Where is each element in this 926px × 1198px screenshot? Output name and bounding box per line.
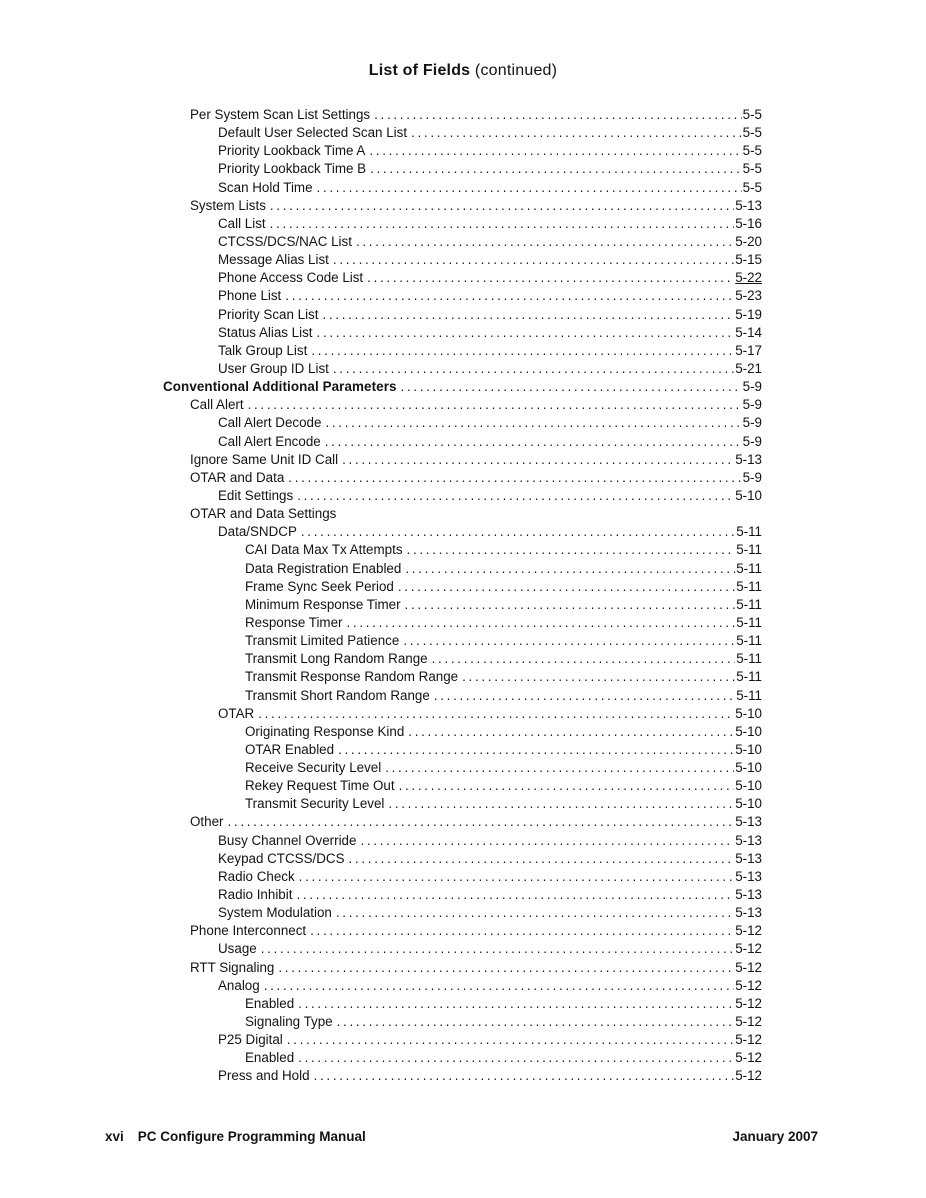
- toc-dot-leader: [405, 596, 736, 614]
- toc-row: [163, 433, 762, 451]
- toc-dot-leader: [434, 687, 735, 705]
- toc-dot-leader: [270, 197, 734, 215]
- toc-row: [163, 287, 762, 305]
- toc-row: [163, 940, 762, 958]
- toc-entry-page: 5-22: [735, 270, 762, 286]
- toc-dot-leader: [462, 668, 735, 686]
- toc-entry-label: OTAR Enabled: [245, 741, 335, 757]
- toc-entry-label: OTAR and Data: [190, 469, 285, 485]
- toc-dot-leader: [349, 850, 735, 868]
- toc-dot-leader: [342, 451, 734, 469]
- toc-entry-page: 5-12: [735, 1068, 762, 1084]
- toc-entry-page: 5-10: [735, 705, 762, 721]
- toc-dot-leader: [403, 632, 735, 650]
- toc-entry-page: 5-10: [735, 778, 762, 794]
- toc-entry-page: 5-11: [736, 560, 762, 576]
- toc-dot-leader: [367, 269, 734, 287]
- toc-entry-page: 5-5: [742, 125, 762, 141]
- toc-entry-page: 5-10: [735, 487, 762, 503]
- toc-row: [163, 142, 762, 160]
- toc-entry-label: Phone Interconnect: [190, 923, 307, 939]
- toc-entry-page: 5-12: [735, 923, 762, 939]
- toc-entry-page: 5-11: [736, 633, 762, 649]
- toc-row: [163, 414, 762, 432]
- toc-entry-page: 5-12: [735, 959, 762, 975]
- toc-entry-page: 5-11: [736, 578, 762, 594]
- toc-row: [163, 469, 762, 487]
- toc-row: [163, 396, 762, 414]
- footer-manual-title: PC Configure Programming Manual: [137, 1129, 366, 1144]
- toc-dot-leader: [325, 433, 742, 451]
- toc-entry-label: Signaling Type: [245, 1014, 333, 1030]
- toc-entry-page: 5-11: [736, 524, 762, 540]
- toc-dot-leader: [278, 959, 734, 977]
- toc-entry-label: Data Registration Enabled: [245, 560, 402, 576]
- toc-row: [163, 741, 762, 759]
- toc-entry-label: Call Alert: [190, 397, 244, 413]
- footer-date: January 2007: [732, 1129, 818, 1144]
- page-footer: [105, 1129, 818, 1144]
- toc-row: [163, 777, 762, 795]
- toc-entry-label: Edit Settings: [218, 487, 294, 503]
- footer-left: [105, 1129, 366, 1144]
- toc-row: [163, 1067, 762, 1085]
- toc-entry-label: Radio Check: [218, 868, 295, 884]
- toc-dot-leader: [248, 396, 742, 414]
- toc-dot-leader: [405, 560, 735, 578]
- toc-entry-page: 5-9: [742, 469, 762, 485]
- toc-dot-leader: [287, 1031, 734, 1049]
- toc-entry-page: 5-5: [742, 107, 762, 122]
- toc-entry-page: 5-16: [735, 215, 762, 231]
- toc-dot-leader: [311, 342, 734, 360]
- toc-entry-label: Enabled: [245, 995, 295, 1011]
- toc-entry-label: Minimum Response Timer: [245, 596, 401, 612]
- toc-entry-page: 5-12: [735, 977, 762, 993]
- toc-entry-label: Priority Scan List: [218, 306, 319, 322]
- toc-entry-label: Keypad CTCSS/DCS: [218, 850, 345, 866]
- toc-entry-page: 5-10: [735, 723, 762, 739]
- toc-entry-label: Transmit Limited Patience: [245, 633, 400, 649]
- toc-row: [163, 505, 762, 523]
- toc-entry-label: Originating Response Kind: [245, 723, 405, 739]
- toc-row: [163, 668, 762, 686]
- toc-entry-label: Transmit Security Level: [245, 796, 385, 812]
- toc-entry-label: Priority Lookback Time A: [218, 143, 366, 159]
- toc-entry-label: Enabled: [245, 1050, 295, 1066]
- toc-dot-leader: [411, 124, 742, 142]
- toc-dot-leader: [228, 813, 735, 831]
- toc-entry-page: 5-9: [742, 397, 762, 413]
- toc-row: [163, 795, 762, 813]
- toc-dot-leader: [314, 1067, 735, 1085]
- toc-row: [163, 179, 762, 197]
- toc-entry-page: 5-13: [735, 814, 762, 830]
- toc-entry-label: Default User Selected Scan List: [218, 125, 408, 141]
- toc-row: [163, 723, 762, 741]
- toc-dot-leader: [333, 251, 734, 269]
- toc-row: [163, 959, 762, 977]
- toc-entry-label: Conventional Additional Parameters: [163, 379, 397, 395]
- toc-entry-label: Per System Scan List Settings: [190, 107, 371, 122]
- toc-entry-label: User Group ID List: [218, 360, 329, 376]
- toc-dot-leader: [356, 233, 734, 251]
- toc-row: [163, 596, 762, 614]
- toc-row: [163, 541, 762, 559]
- toc-dot-leader: [337, 1013, 735, 1031]
- toc-entry-page: 5-11: [736, 542, 762, 558]
- toc-dot-leader: [432, 650, 736, 668]
- toc-entry-page: 5-5: [742, 161, 762, 177]
- toc-entry-label: OTAR and Data Settings: [190, 506, 337, 522]
- toc-entry-page: 5-12: [735, 1014, 762, 1030]
- toc-entry-page: 5-9: [742, 433, 762, 449]
- toc-entry-label: Press and Hold: [218, 1068, 310, 1084]
- toc-entry-label: P25 Digital: [218, 1032, 283, 1048]
- toc-entry-page: 5-14: [735, 324, 762, 340]
- toc-dot-leader: [317, 324, 735, 342]
- toc-dot-leader: [370, 160, 742, 178]
- toc-row: [163, 160, 762, 178]
- toc-entry-label: Call Alert Encode: [218, 433, 321, 449]
- toc-dot-leader: [310, 922, 734, 940]
- toc-entry-page: 5-9: [742, 415, 762, 431]
- toc-entry-page: 5-12: [735, 941, 762, 957]
- toc-dot-leader: [297, 487, 734, 505]
- toc-row: [163, 560, 762, 578]
- toc-row: [163, 977, 762, 995]
- toc-list: [163, 106, 762, 1086]
- toc-row: [163, 1049, 762, 1067]
- toc-entry-label: Frame Sync Seek Period: [245, 578, 394, 594]
- page-title-main: List of Fields: [368, 62, 471, 79]
- toc-row: [163, 650, 762, 668]
- toc-row: [163, 269, 762, 287]
- toc-entry-label: Analog: [218, 977, 260, 993]
- toc-row: [163, 578, 762, 596]
- toc-row: [163, 759, 762, 777]
- toc-entry-page: 5-20: [735, 233, 762, 249]
- toc-row: [163, 523, 762, 541]
- toc-entry-page: 5-13: [735, 197, 762, 213]
- toc-entry-label: System Lists: [190, 197, 266, 213]
- toc-entry-label: Transmit Long Random Range: [245, 651, 428, 667]
- toc-dot-leader: [333, 360, 734, 378]
- toc-row: [163, 451, 762, 469]
- toc-entry-label: Radio Inhibit: [218, 887, 293, 903]
- toc-dot-leader: [264, 977, 734, 995]
- toc-entry-page: 5-23: [735, 288, 762, 304]
- toc-entry-label: Rekey Request Time Out: [245, 778, 395, 794]
- toc-entry-label: Priority Lookback Time B: [218, 161, 367, 177]
- toc-row: [163, 324, 762, 342]
- toc-dot-leader: [388, 795, 734, 813]
- toc-row: [163, 233, 762, 251]
- toc-dot-leader: [338, 741, 734, 759]
- toc-entry-page: 5-5: [742, 143, 762, 159]
- toc-entry-label: Receive Security Level: [245, 760, 382, 776]
- toc-dot-leader: [401, 378, 742, 396]
- toc-dot-leader: [296, 886, 734, 904]
- toc-row: [163, 342, 762, 360]
- toc-entry-label: Usage: [218, 941, 257, 957]
- toc-entry-label: Scan Hold Time: [218, 179, 313, 195]
- toc-entry-label: Transmit Short Random Range: [245, 687, 430, 703]
- toc-row: [163, 632, 762, 650]
- toc-entry-page: 5-11: [736, 596, 762, 612]
- toc-entry-page: 5-12: [735, 1032, 762, 1048]
- toc-dot-leader: [360, 832, 734, 850]
- toc-entry-page: 5-13: [735, 887, 762, 903]
- toc-entry-page: 5-10: [735, 741, 762, 757]
- toc-dot-leader: [399, 777, 735, 795]
- toc-entry-page: 5-13: [735, 832, 762, 848]
- toc-dot-leader: [298, 995, 734, 1013]
- toc-entry-label: Busy Channel Override: [218, 832, 357, 848]
- toc-entry-page: 5-9: [742, 379, 762, 395]
- toc-entry-page: 5-11: [736, 669, 762, 685]
- page-title-suffix: (continued): [470, 62, 558, 79]
- toc-entry-page: 5-12: [735, 1050, 762, 1066]
- toc-dot-leader: [299, 868, 735, 886]
- toc-row: [163, 1013, 762, 1031]
- toc-entry-label: Data/SNDCP: [218, 524, 297, 540]
- toc-row: [163, 251, 762, 269]
- page-title: [0, 62, 926, 80]
- toc-dot-leader: [298, 1049, 734, 1067]
- toc-dot-leader: [385, 759, 734, 777]
- toc-dot-leader: [408, 723, 734, 741]
- toc-entry-label: System Modulation: [218, 905, 332, 921]
- toc-entry-page: 5-10: [735, 796, 762, 812]
- toc-dot-leader: [347, 614, 736, 632]
- toc-dot-leader: [258, 705, 734, 723]
- toc-entry-page: 5-5: [742, 179, 762, 195]
- toc-entry-label: Message Alias List: [218, 252, 329, 268]
- toc-dot-leader: [301, 523, 735, 541]
- toc-entry-page: 5-12: [735, 995, 762, 1011]
- toc-row: [163, 1031, 762, 1049]
- toc-dot-leader: [322, 306, 734, 324]
- toc-row: [163, 705, 762, 723]
- toc-entry-page: 5-13: [735, 905, 762, 921]
- toc-row: [163, 614, 762, 632]
- toc-row: [163, 378, 762, 396]
- toc-row: [163, 922, 762, 940]
- toc-dot-leader: [336, 904, 734, 922]
- toc-entry-page: 5-19: [735, 306, 762, 322]
- toc-dot-leader: [285, 287, 734, 305]
- toc-entry-page: 5-13: [735, 850, 762, 866]
- toc-entry-label: Talk Group List: [218, 342, 308, 358]
- toc-dot-leader: [374, 106, 742, 124]
- toc-row: [163, 832, 762, 850]
- toc-row: [163, 868, 762, 886]
- toc-dot-leader: [325, 414, 741, 432]
- toc-row: [163, 813, 762, 831]
- toc-entry-label: Status Alias List: [218, 324, 313, 340]
- toc-dot-leader: [398, 578, 735, 596]
- toc-row: [163, 487, 762, 505]
- toc-dot-leader: [317, 179, 742, 197]
- toc-row: [163, 360, 762, 378]
- toc-entry-label: Other: [190, 814, 224, 830]
- toc-entry-label: Ignore Same Unit ID Call: [190, 451, 339, 467]
- toc-entry-label: Response Timer: [245, 614, 343, 630]
- toc-entry-page: 5-21: [735, 360, 762, 376]
- toc-entry-page: 5-11: [736, 651, 762, 667]
- toc-dot-leader: [288, 469, 741, 487]
- toc-entry-label: Call Alert Decode: [218, 415, 322, 431]
- toc-row: [163, 106, 762, 124]
- toc-entry-page: 5-11: [736, 687, 762, 703]
- toc-entry-page: 5-10: [735, 760, 762, 776]
- toc-dot-leader: [369, 142, 741, 160]
- toc-row: [163, 995, 762, 1013]
- toc-entry-label: CAI Data Max Tx Attempts: [245, 542, 403, 558]
- toc-entry-label: CTCSS/DCS/NAC List: [218, 233, 352, 249]
- toc-row: [163, 904, 762, 922]
- toc-dot-leader: [407, 541, 736, 559]
- toc-entry-label: Transmit Response Random Range: [245, 669, 459, 685]
- toc-entry-label: Phone List: [218, 288, 282, 304]
- toc-row: [163, 215, 762, 233]
- toc-row: [163, 197, 762, 215]
- toc-entry-label: Phone Access Code List: [218, 270, 364, 286]
- footer-page-number: xvi: [105, 1129, 124, 1144]
- toc-entry-label: RTT Signaling: [190, 959, 275, 975]
- toc-dot-leader: [261, 940, 734, 958]
- toc-entry-page: 5-13: [735, 451, 762, 467]
- toc-row: [163, 124, 762, 142]
- toc-row: [163, 850, 762, 868]
- toc-entry-page: 5-17: [735, 342, 762, 358]
- toc-row: [163, 687, 762, 705]
- toc-row: [163, 306, 762, 324]
- toc-entry-page: 5-15: [735, 252, 762, 268]
- toc-entry-page: 5-13: [735, 868, 762, 884]
- toc-entry-label: Call List: [218, 215, 266, 231]
- toc-entry-label: OTAR: [218, 705, 255, 721]
- toc-dot-leader: [270, 215, 735, 233]
- toc-entry-page: 5-11: [736, 614, 762, 630]
- toc-row: [163, 886, 762, 904]
